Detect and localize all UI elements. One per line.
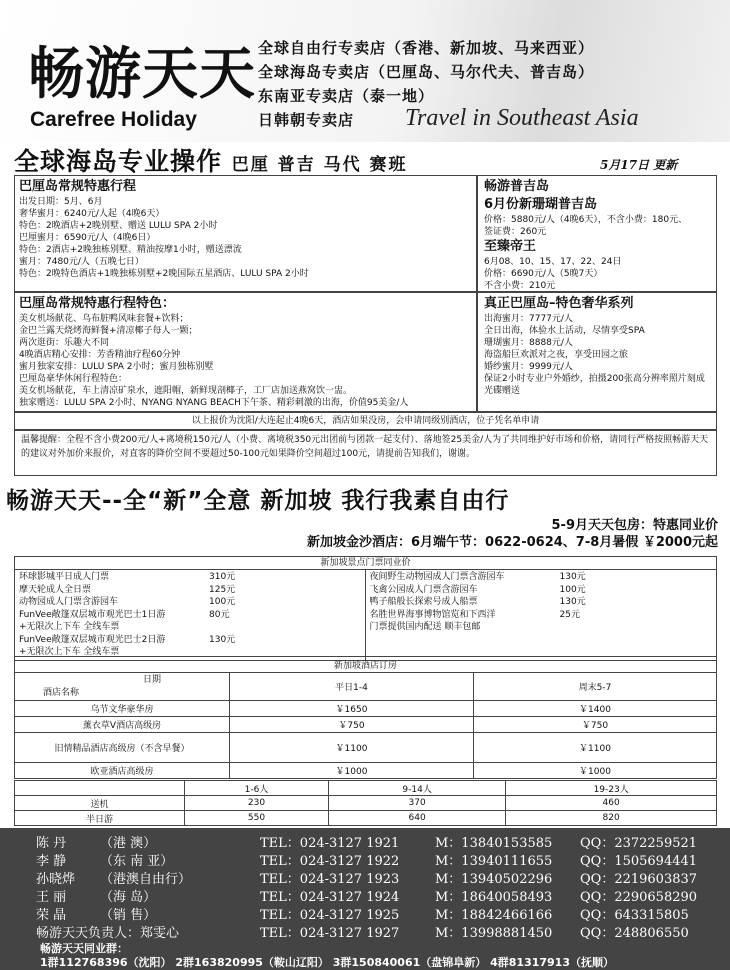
contact-tel: TEL：024-3127 1927 <box>260 926 400 941</box>
contact-dept: （港澳自由行） <box>100 872 192 887</box>
phuket-line2: 价格：6690元/人（5晚7天） <box>484 269 603 279</box>
hotel-weekday-price: ￥1100 <box>230 733 474 763</box>
ticket-row <box>19 596 361 609</box>
store-item: 日韩朝专卖店 <box>258 111 355 129</box>
hotel-header-name: 酒店名称 <box>43 687 80 698</box>
contact-name: 孙晓烨 <box>36 872 76 887</box>
ticket-name: 飞禽公园成人门票含游园车 <box>369 584 478 595</box>
ticket-row <box>19 571 361 584</box>
ticket-row <box>370 609 713 622</box>
price-label: 送机 <box>15 796 185 811</box>
hotel-row <box>15 733 717 763</box>
contact-mobile: M：13998881450 <box>435 926 553 941</box>
hotel-row <box>15 717 717 733</box>
bali-luxury-line: 海盗船巨欢派对之夜，享受田园之旅 <box>484 350 629 360</box>
store-item: 全球海岛专卖店（巴厘岛、马尔代夫、普吉岛） <box>258 63 595 81</box>
bali-features-line: 巴厘岛豪华休闲行程特色： <box>19 374 128 384</box>
contact-row <box>36 868 697 887</box>
contact-row <box>36 832 697 851</box>
contact-dept: （东 南 亚） <box>100 854 174 869</box>
ticket-row <box>370 571 713 584</box>
ticket-name: 摩天轮成人全日票 <box>19 584 92 595</box>
ticket-price: 130元 <box>559 572 586 582</box>
slogan-sub-2: 新加坡金沙酒店：6月端午节：0622-0624、7-8月暑假 ￥2000元起 <box>307 535 718 550</box>
ticket-name: FunVee敞篷双层城市观光巴士2日游 <box>19 634 166 645</box>
bali-luxury-line: 出海蜜月：7777元/人 <box>484 314 573 324</box>
bali-features-line: 独家赠送：LULU SPA 2小时、NYANG NYANG BEACH下午茶、精彩刺激的出海，价值95美金/人 <box>19 398 409 408</box>
bali-luxury-title: 真正巴厘岛–特色奢华系列 <box>484 296 634 311</box>
price-value: 230 <box>185 796 329 811</box>
hotel-row <box>15 701 717 717</box>
phuket-title2: 至臻帝王 <box>484 239 537 254</box>
price-value: 640 <box>328 811 505 826</box>
bali-regular-line: 奢华蜜月：6240元/人起（4晚6天） <box>19 209 165 219</box>
hotel-name: 欧亚酒店高级房 <box>15 763 230 779</box>
singapore-slogan: 畅游天天--全“新”全意 新加坡 我行我素自由行 <box>6 488 510 514</box>
hotel-header-cell <box>15 673 230 701</box>
contact-dept: （海 岛） <box>100 890 157 905</box>
phuket-line2: 6月08、10、15、17、22、24日 <box>484 257 622 267</box>
ticket-row <box>19 584 361 597</box>
groups-line: 1群112768396（沈阳） 2群163820995（鞍山辽阳） 3群150840061（盘锦阜新） 4群81317913（抚顺） <box>40 956 614 969</box>
hotel-name: 薰衣草V酒店高级房 <box>15 717 230 733</box>
header-banner <box>0 0 730 142</box>
bali-regular-title: 巴厘岛常规特惠行程 <box>19 179 137 194</box>
phuket-box <box>477 175 717 292</box>
tickets-title: 新加坡景点门票同业价 <box>15 557 716 570</box>
phuket-subtitle: 6月份新珊瑚普吉岛 <box>484 197 598 212</box>
price-value: 550 <box>185 811 329 826</box>
ticket-name: FunVee敞篷双层城市观光巴士1日游 <box>19 609 166 620</box>
section-title-main: 全球海岛专业操作 <box>14 147 223 176</box>
contact-name: 李 静 <box>36 854 67 869</box>
bali-regular-line: 特色：2晚特色酒店+1晚独栋别墅+2晚国际五星酒店、LULU SPA 2小时 <box>19 269 309 279</box>
ticket-row <box>370 621 713 634</box>
bali-features-line: 4晚酒店精心安排：芳香精油疗程60分钟 <box>19 350 181 360</box>
slogan-sub-1: 5-9月天天包房：特惠同业价 <box>551 518 718 533</box>
price-value: 370 <box>328 796 505 811</box>
hotel-weekday-price: ￥1000 <box>230 763 474 779</box>
hotel-name: 乌节文华豪华房 <box>15 701 230 717</box>
bali-features-line: 美女机场献花，车上清凉矿泉水，遮阳帽，新鲜现剖椰子，工厂店加送燕窝饮一盅。 <box>19 386 353 396</box>
logo-english: Carefree Holiday <box>30 108 197 131</box>
phuket-line: 价格：5880元/人（4晚6天），不含小费：180元、 <box>484 215 688 225</box>
hotel-weekend-price: ￥1400 <box>474 701 717 717</box>
ticket-price: 130元 <box>209 634 236 645</box>
price-label: 半日游 <box>15 811 185 826</box>
bali-luxury-line: 婚纱蜜月：9999元/人 <box>484 362 573 372</box>
contact-tel: TEL：024-3127 1921 <box>260 836 400 851</box>
hotel-weekend-price: ￥1100 <box>474 733 717 763</box>
bali-features-line: 两次逛街：乐趣大不同 <box>19 338 110 348</box>
hotel-weekday-price: ￥1650 <box>230 701 474 717</box>
groups-title: 畅游天天同业群： <box>40 942 128 955</box>
contact-dept: （港 澳） <box>100 836 157 851</box>
tickets-left-column <box>15 570 366 660</box>
contact-tel: TEL：024-3127 1924 <box>260 890 400 905</box>
bali-regular-line: 巴厘蜜月：6590元/人（4晚6日） <box>19 233 156 243</box>
logo-chinese: 畅游天天 <box>28 42 256 107</box>
ticket-row <box>19 621 361 634</box>
hotel-row <box>15 763 717 779</box>
contact-mobile: M：18640058493 <box>435 890 553 905</box>
store-item: 全球自由行专卖店（香港、新加坡、马来西亚） <box>258 39 595 57</box>
section-title-sub: 巴厘 普吉 马代 赛班 <box>231 155 408 175</box>
hotel-weekday-price: ￥750 <box>230 717 474 733</box>
contact-row <box>36 886 697 905</box>
ticket-price: 130元 <box>559 597 586 607</box>
ticket-name: 名胜世界海事博物馆览和下西洋 <box>369 609 496 620</box>
contact-qq: QQ：2290658290 <box>580 890 698 905</box>
bali-luxury-line: 保证2小时专业户外婚纱，拍摄200张高分辨率照片刻成光碟赠送 <box>484 374 705 396</box>
ticket-name: 环球影城平日成人门票 <box>19 572 110 582</box>
price-header-row <box>15 781 717 796</box>
bali-regular-line: 特色：2酒店+2晚独栋别墅、精油按摩1小时，赠送漂流 <box>19 245 242 255</box>
contact-row <box>36 850 697 869</box>
bali-features-line: 蜜月独家安排：LULU SPA 2小时；蜜月独栋别墅 <box>19 362 214 372</box>
price-header <box>15 781 185 796</box>
hotel-table <box>14 656 717 779</box>
ticket-price: 25元 <box>559 609 580 620</box>
contact-mobile: M：18842466166 <box>435 908 553 923</box>
bali-features-title: 巴厘岛常规特惠行程特色： <box>19 296 176 311</box>
ticket-name: +无限次上下车 全线车票 <box>19 647 120 657</box>
ticket-name: 鸭子船般长探索号成人船票 <box>369 597 478 607</box>
bali-regular-box <box>14 175 477 292</box>
contact-name: 畅游天天负责人：郑雯心 <box>36 926 180 941</box>
ticket-name: 门票提供国内配送 顺丰包邮 <box>369 622 481 632</box>
hotel-weekend-price: ￥1000 <box>474 763 717 779</box>
hotel-weekend-price: ￥750 <box>474 717 717 733</box>
bali-regular-line: 特色：2晚酒店+2晚别墅、赠送 LULU SPA 2小时 <box>19 221 218 231</box>
section-title <box>14 142 408 178</box>
hotel-header-weekend: 周末5-7 <box>474 673 717 701</box>
bali-luxury-line: 全日出海，体验水上活动，尽情享受SPA <box>484 326 645 336</box>
contact-dept: （销 售） <box>100 908 157 923</box>
price-row <box>15 811 717 826</box>
hotel-table-title: 新加坡酒店订房 <box>15 657 717 673</box>
tagline: Travel in Southeast Asia <box>405 105 639 131</box>
contact-name: 陈 丹 <box>36 836 67 851</box>
ticket-price: 80元 <box>209 609 230 620</box>
contact-tel: TEL：024-3127 1922 <box>260 854 400 869</box>
ticket-name: 夜间野生动物园成人门票含游园车 <box>369 572 505 582</box>
contact-qq: QQ：2372259521 <box>580 836 698 851</box>
contact-row <box>36 904 689 923</box>
contact-mobile: M：13940502296 <box>435 872 553 887</box>
ticket-row <box>19 609 361 622</box>
price-header: 9-14人 <box>328 781 505 796</box>
contact-qq: QQ：2219603837 <box>580 872 698 887</box>
contact-tel: TEL：024-3127 1925 <box>260 908 400 923</box>
bali-features-box <box>14 292 477 412</box>
ticket-row <box>370 596 713 609</box>
tickets-right-column <box>366 570 717 660</box>
price-header: 1-6人 <box>185 781 329 796</box>
phuket-title: 畅游普吉岛 <box>484 179 550 194</box>
contact-mobile: M：13940111655 <box>435 854 553 869</box>
hotel-header-date: 日期 <box>143 674 162 685</box>
store-item: 东南亚专卖店（泰一地） <box>258 87 435 105</box>
hotel-header-weekday: 平日1-4 <box>230 673 474 701</box>
ticket-price: 125元 <box>209 584 236 595</box>
contact-row <box>36 922 689 941</box>
contact-tel: TEL：024-3127 1923 <box>260 872 400 887</box>
contact-name: 荣 晶 <box>36 908 67 923</box>
bali-features-line: 美女机场献花、乌布脏鸭风味套餐+饮料； <box>19 314 189 324</box>
bali-regular-line: 蜜月：7480元/人（五晚七日） <box>19 257 144 267</box>
contact-name: 王 丽 <box>36 890 67 905</box>
updated-date: 5月17日 更新 <box>600 158 678 172</box>
price-note: 以上报价为沈阳/大连起止4晚6天，酒店如果没房，会申请同级别酒店，位子凭名单申请 <box>14 412 717 430</box>
price-header: 19-23人 <box>506 781 717 796</box>
contact-qq: QQ：248806550 <box>580 926 689 941</box>
bali-features-line: 金巴兰露天烧烤海鲜餐+清凉椰子每人一颗； <box>19 326 198 336</box>
ticket-price: 310元 <box>209 572 236 582</box>
contact-qq: QQ：1505694441 <box>580 854 698 869</box>
bali-regular-line: 出发日期：5月、6月 <box>19 197 103 207</box>
ticket-price: 100元 <box>209 597 236 607</box>
ticket-name: 动物园成人门票含游园车 <box>19 597 119 607</box>
ticket-row <box>19 634 361 647</box>
ticket-row <box>370 584 713 597</box>
contact-qq: QQ：643315805 <box>580 908 689 923</box>
phuket-line2: 不含小费：210元 <box>484 281 556 291</box>
contact-mobile: M：13840153585 <box>435 836 553 851</box>
price-value: 460 <box>506 796 717 811</box>
phuket-line: 签证费：260元 <box>484 227 547 237</box>
ticket-price: 100元 <box>559 584 586 595</box>
tickets-table <box>14 556 717 661</box>
price-row <box>15 796 717 811</box>
bali-luxury-box <box>477 292 717 412</box>
price-value: 820 <box>506 811 717 826</box>
hotel-name: 旧情精品酒店高级房（不含早餐） <box>15 733 230 763</box>
ticket-name: +无限次上下车 全线车票 <box>19 622 120 632</box>
transfer-price-table <box>14 780 717 826</box>
bali-luxury-line: 珊瑚蜜月：8888元/人 <box>484 338 573 348</box>
reminder-note: 温馨提醒：全程不含小费200元/人+离境税150元/人（小费、离境税350元出团前与团款一起支付）、落地签25美金/人为了共同维护好市场和价格，请同行严格按照畅游天天的建议对外加价来报价，对直客的降价空间不要超过50-100元如果降价空间超过100元，请提前告知我们，谢谢。 <box>14 430 717 476</box>
